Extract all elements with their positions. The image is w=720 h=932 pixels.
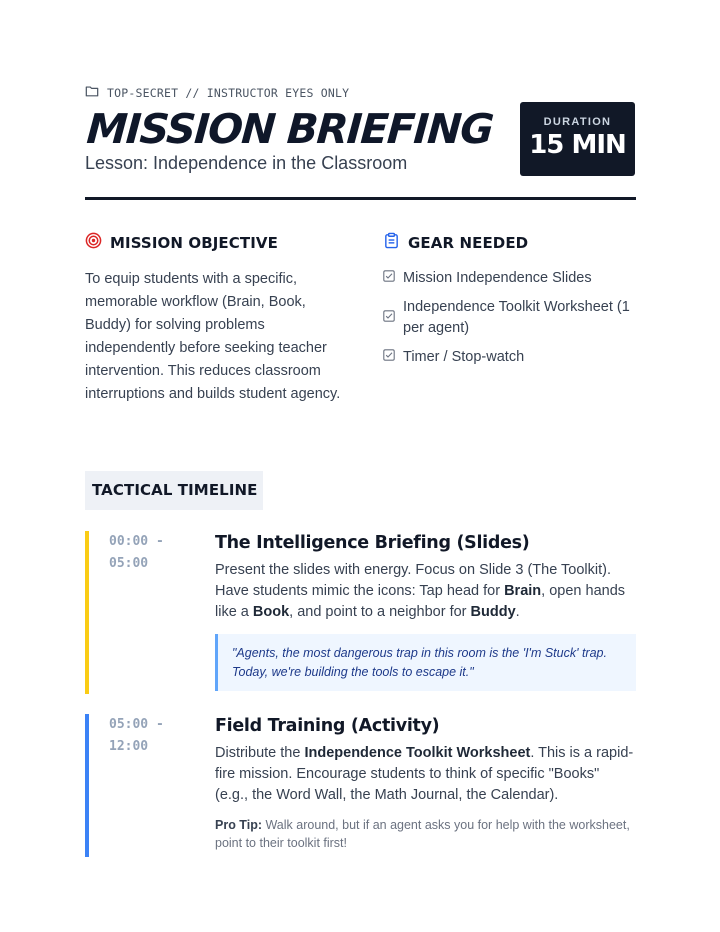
step-description: Present the slides with energy. Focus on Slide 3 (The Toolkit). Have students mimic the icons: Tap head for Brain, open hands like a Book, and point to a neighbor for Buddy. [215, 562, 626, 620]
gear-heading [383, 232, 528, 253]
target-icon [85, 232, 102, 253]
clipboard-icon [383, 232, 400, 253]
timeline-heading: TACTICAL TIMELINE [85, 471, 263, 510]
objective-heading-text: MISSION OBJECTIVE [110, 233, 278, 252]
timeline-step-field-training [85, 714, 636, 857]
list-item [383, 347, 638, 368]
duration-value: 15 MIN [529, 130, 626, 160]
duration-label: DURATION [543, 116, 612, 128]
header-divider [85, 197, 636, 200]
step-accent-bar [85, 531, 89, 694]
step-time-end: 12:00 [109, 739, 149, 754]
pro-tip-label: Pro Tip: [215, 818, 262, 832]
pro-tip-text: Walk around, but if an agent asks you for help with the worksheet, point to their toolkit first! [215, 818, 630, 850]
folder-icon [85, 84, 99, 101]
pro-tip [215, 816, 636, 852]
duration-badge [520, 102, 635, 176]
step-time-start: 05:00 - [109, 717, 164, 732]
gear-item-label: Timer / Stop-watch [403, 349, 525, 365]
step-content [215, 716, 636, 852]
gear-item-label: Independence Toolkit Worksheet (1 per agent) [403, 299, 630, 336]
step-time-end: 05:00 [109, 556, 149, 571]
step-time-start: 00:00 - [109, 534, 164, 549]
step-description: Distribute the Independence Toolkit Worksheet. This is a rapid-fire mission. Encourage students to think of specific "Books" (e.g., the Word Wall, the Math Journal, the Calendar). [215, 745, 634, 803]
objective-text: To equip students with a specific, memorable workflow (Brain, Book, Buddy) for solving problems independently before seeking teacher intervention. This reduces classroom interruptions and builds student agency. [85, 271, 341, 402]
objective-heading [85, 232, 278, 253]
gear-item-label: Mission Independence Slides [403, 270, 592, 286]
step-time [109, 714, 189, 758]
gear-list [383, 268, 638, 376]
checkbox-checked-icon [383, 308, 395, 329]
gear-heading-text: GEAR NEEDED [408, 233, 529, 252]
step-accent-bar [85, 714, 89, 857]
list-item [383, 297, 638, 339]
classification-text: TOP-SECRET // INSTRUCTOR EYES ONLY [107, 85, 350, 100]
checkbox-checked-icon [383, 268, 395, 289]
step-title: The Intelligence Briefing (Slides) [215, 533, 530, 553]
step-quote: "Agents, the most dangerous trap in this room is the 'I'm Stuck' trap. Today, we're building the tools to escape it." [215, 634, 636, 691]
timeline-step-briefing [85, 531, 636, 694]
step-time [109, 531, 189, 575]
step-title: Field Training (Activity) [215, 716, 440, 736]
classification-line [85, 84, 349, 101]
checkbox-checked-icon [383, 347, 395, 368]
page-subtitle: Lesson: Independence in the Classroom [85, 153, 408, 173]
step-content [215, 533, 636, 691]
list-item [383, 268, 638, 289]
page-title: MISSION BRIEFING [85, 105, 495, 153]
